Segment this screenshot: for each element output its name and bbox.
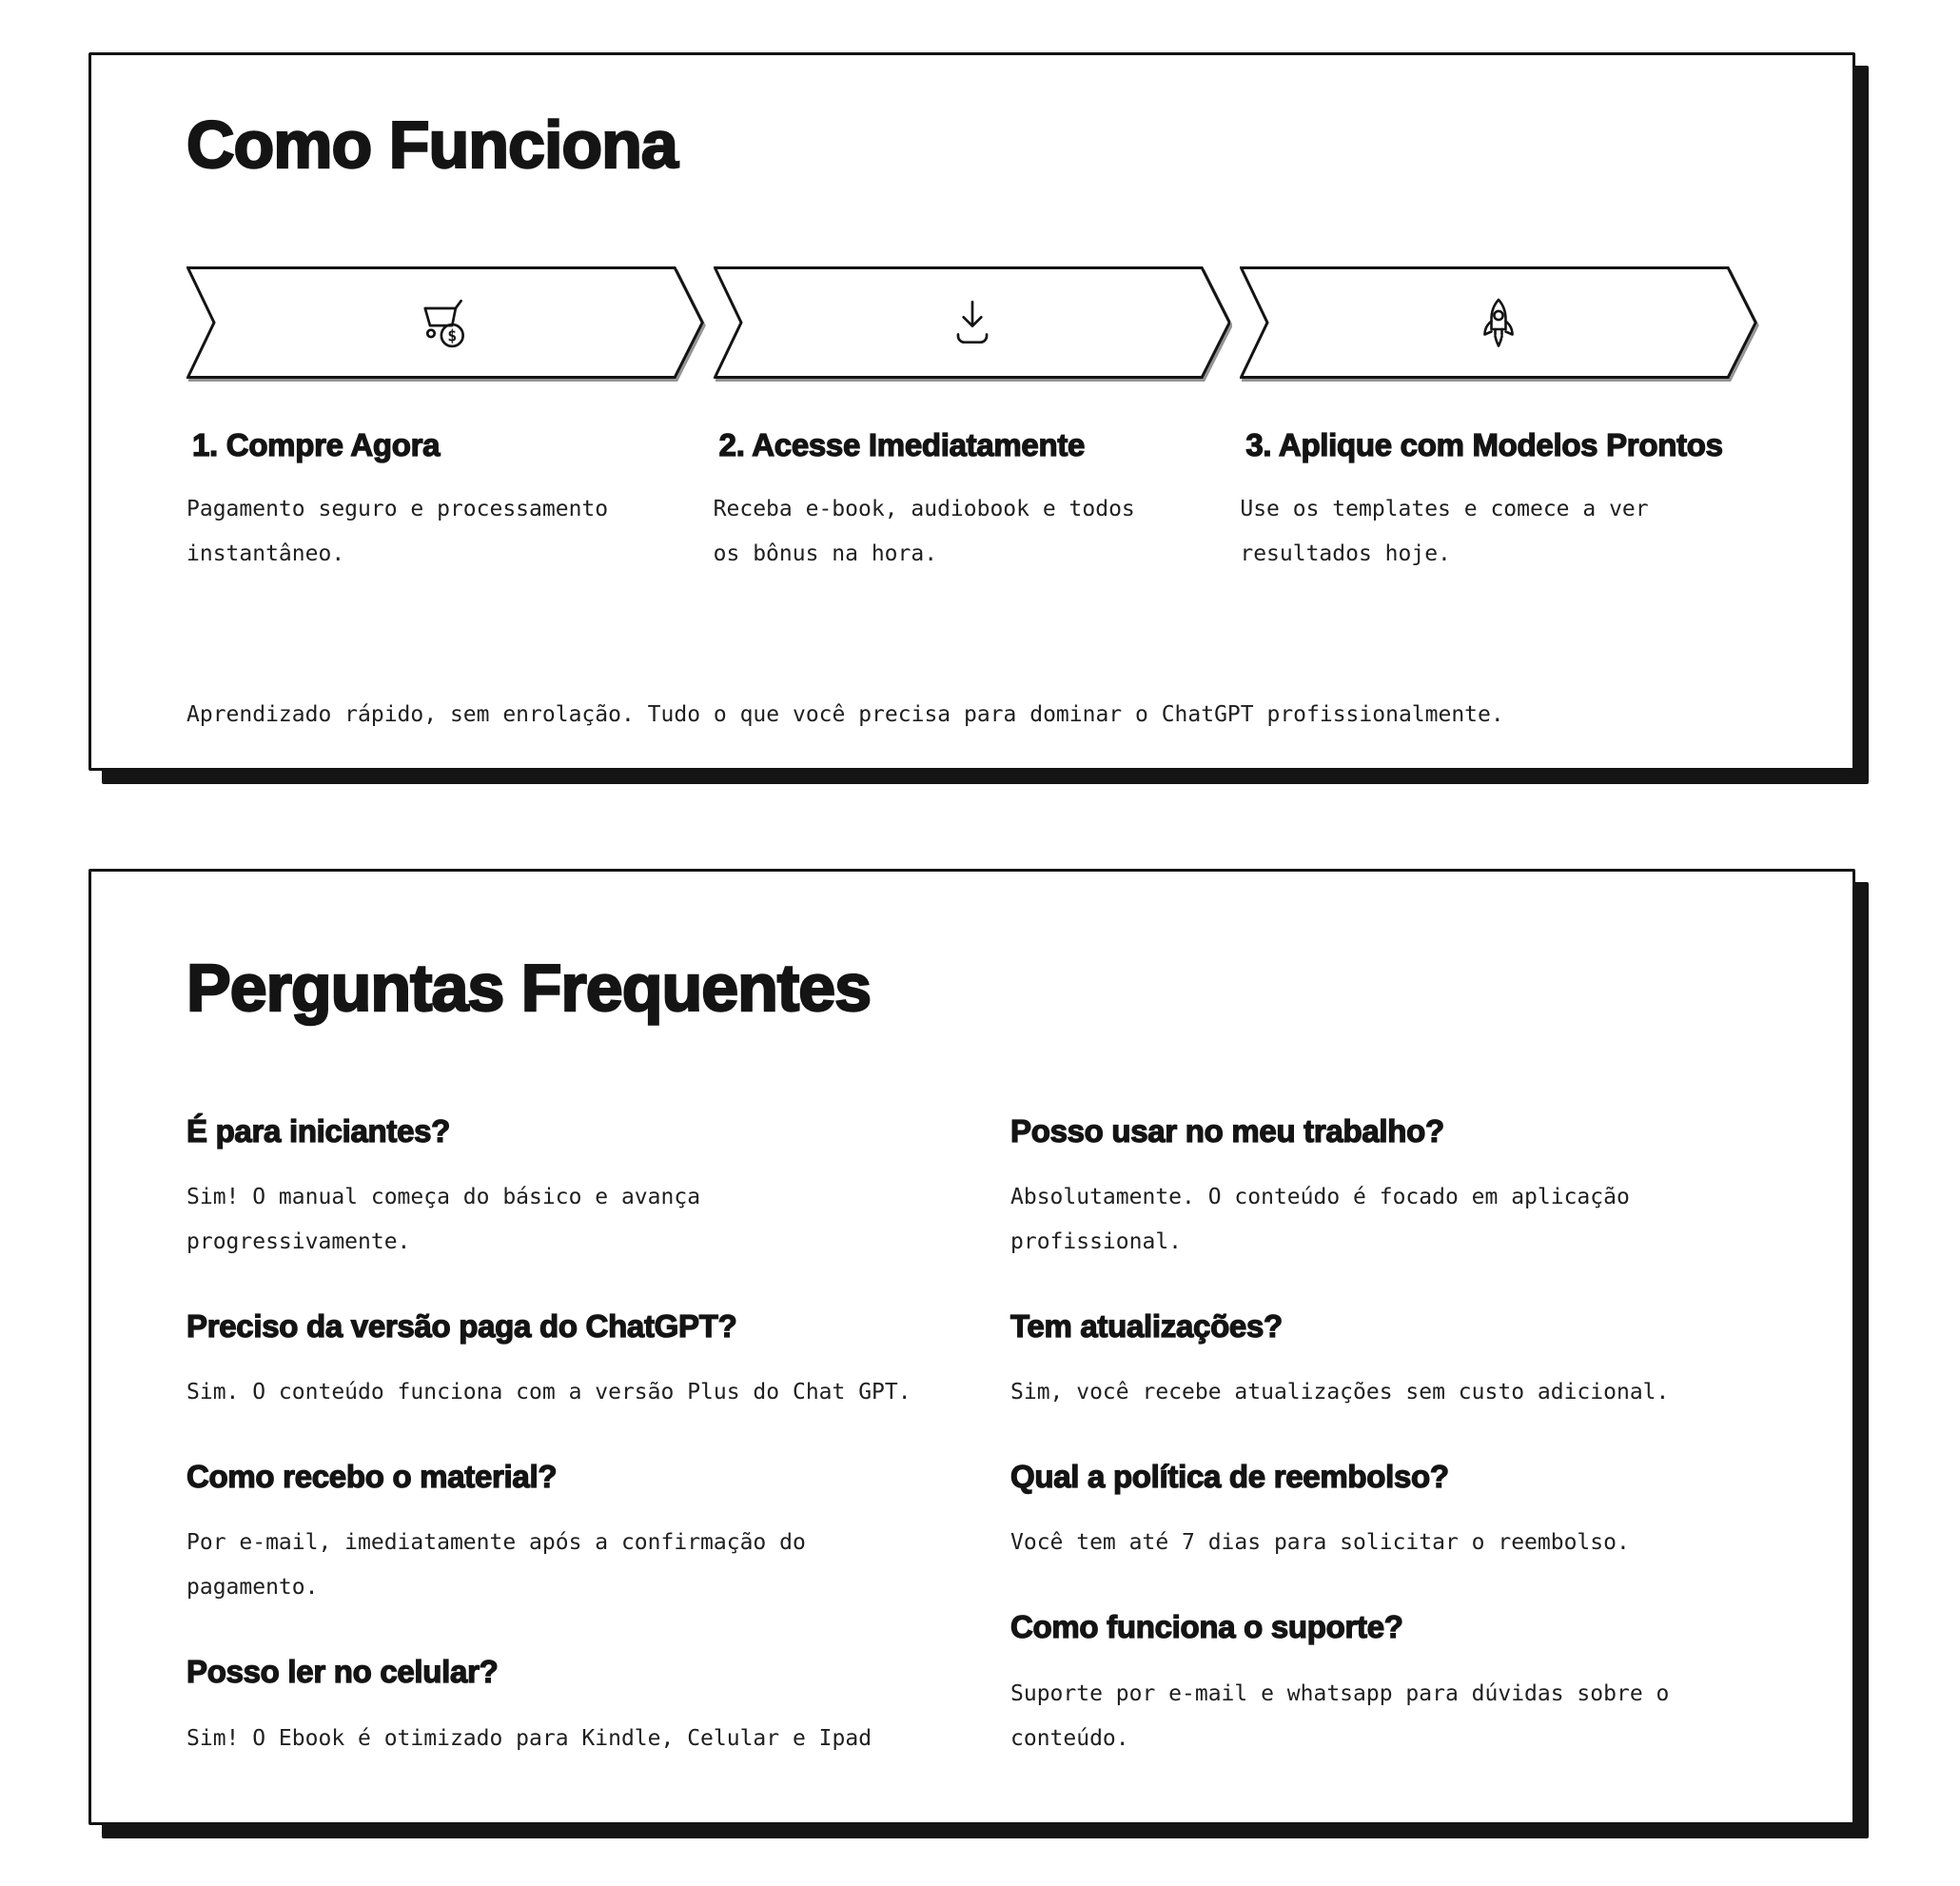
- steps-row: [186, 266, 1757, 613]
- faq-item: [186, 1111, 933, 1265]
- faq-answer: Absolutamente. O conteúdo é focado em aplicação profissional.: [1010, 1184, 1630, 1254]
- how-it-works-footnote: Aprendizado rápido, sem enrolação. Tudo o que você precisa para dominar o ChatGPT profissionalmente.: [186, 701, 1504, 727]
- faq-column-left: [186, 1111, 933, 1803]
- faq-question: É para iniciantes?: [186, 1112, 451, 1149]
- faq-answer: Sim! O manual começa do básico e avança progressivamente.: [186, 1184, 701, 1254]
- faq-item: [186, 1306, 933, 1415]
- faq-answer: Suporte por e-mail e whatsapp para dúvidas sobre o conteúdo.: [1010, 1680, 1670, 1751]
- step-1-chevron: [186, 266, 704, 379]
- faq-question: Qual a política de reembolso?: [1010, 1459, 1449, 1494]
- faq-item: [1010, 1111, 1757, 1265]
- step-1: [186, 266, 704, 577]
- how-it-works-card: [88, 52, 1855, 771]
- faq-question: Como recebo o material?: [186, 1459, 558, 1494]
- step-3-description: Use os templates e comece a ver resultados hoje.: [1240, 496, 1649, 566]
- faq-answer: Sim! O Ebook é otimizado para Kindle, Celular e Ipad: [186, 1725, 872, 1751]
- faq-answer: Sim. O conteúdo funciona com a versão Plus do Chat GPT.: [186, 1380, 911, 1405]
- svg-text:$: $: [447, 325, 458, 344]
- faq-question: Tem atualizações?: [1010, 1307, 1283, 1344]
- faq-answer: Você tem até 7 dias para solicitar o reembolso.: [1010, 1530, 1630, 1556]
- step-1-title: 1. Compre Agora: [192, 426, 441, 462]
- how-it-works-title: Como Funciona: [186, 108, 677, 182]
- faq-card: [88, 869, 1855, 1825]
- faq-question: Posso usar no meu trabalho?: [1010, 1112, 1444, 1149]
- faq-question: Como funciona o suporte?: [1010, 1609, 1403, 1645]
- faq-item: [1010, 1607, 1757, 1760]
- step-2-chevron: [714, 266, 1231, 379]
- step-3: [1240, 266, 1757, 577]
- faq-answer: Por e-mail, imediatamente após a confirmação do pagamento.: [186, 1530, 806, 1601]
- faq-question: Preciso da versão paga do ChatGPT?: [186, 1307, 737, 1344]
- step-1-description: Pagamento seguro e processamento instantâneo.: [186, 496, 609, 566]
- faq-item: [186, 1457, 933, 1610]
- step-3-title: 3. Aplique com Modelos Prontos: [1245, 426, 1723, 462]
- faq-grid: [186, 1111, 1757, 1803]
- faq-question: Posso ler no celular?: [186, 1654, 499, 1690]
- step-3-chevron: [1240, 266, 1757, 379]
- faq-column-right: [1010, 1111, 1757, 1803]
- faq-item: [1010, 1457, 1757, 1565]
- faq-answer: Sim, você recebe atualizações sem custo adicional.: [1010, 1380, 1670, 1405]
- faq-item: [186, 1652, 933, 1760]
- step-2: [714, 266, 1231, 577]
- step-2-title: 2. Acesse Imediatamente: [718, 426, 1086, 462]
- step-2-description: Receba e-book, audiobook e todos os bônus na hora.: [713, 496, 1135, 566]
- faq-title: Perguntas Frequentes: [186, 951, 872, 1025]
- faq-item: [1010, 1306, 1757, 1415]
